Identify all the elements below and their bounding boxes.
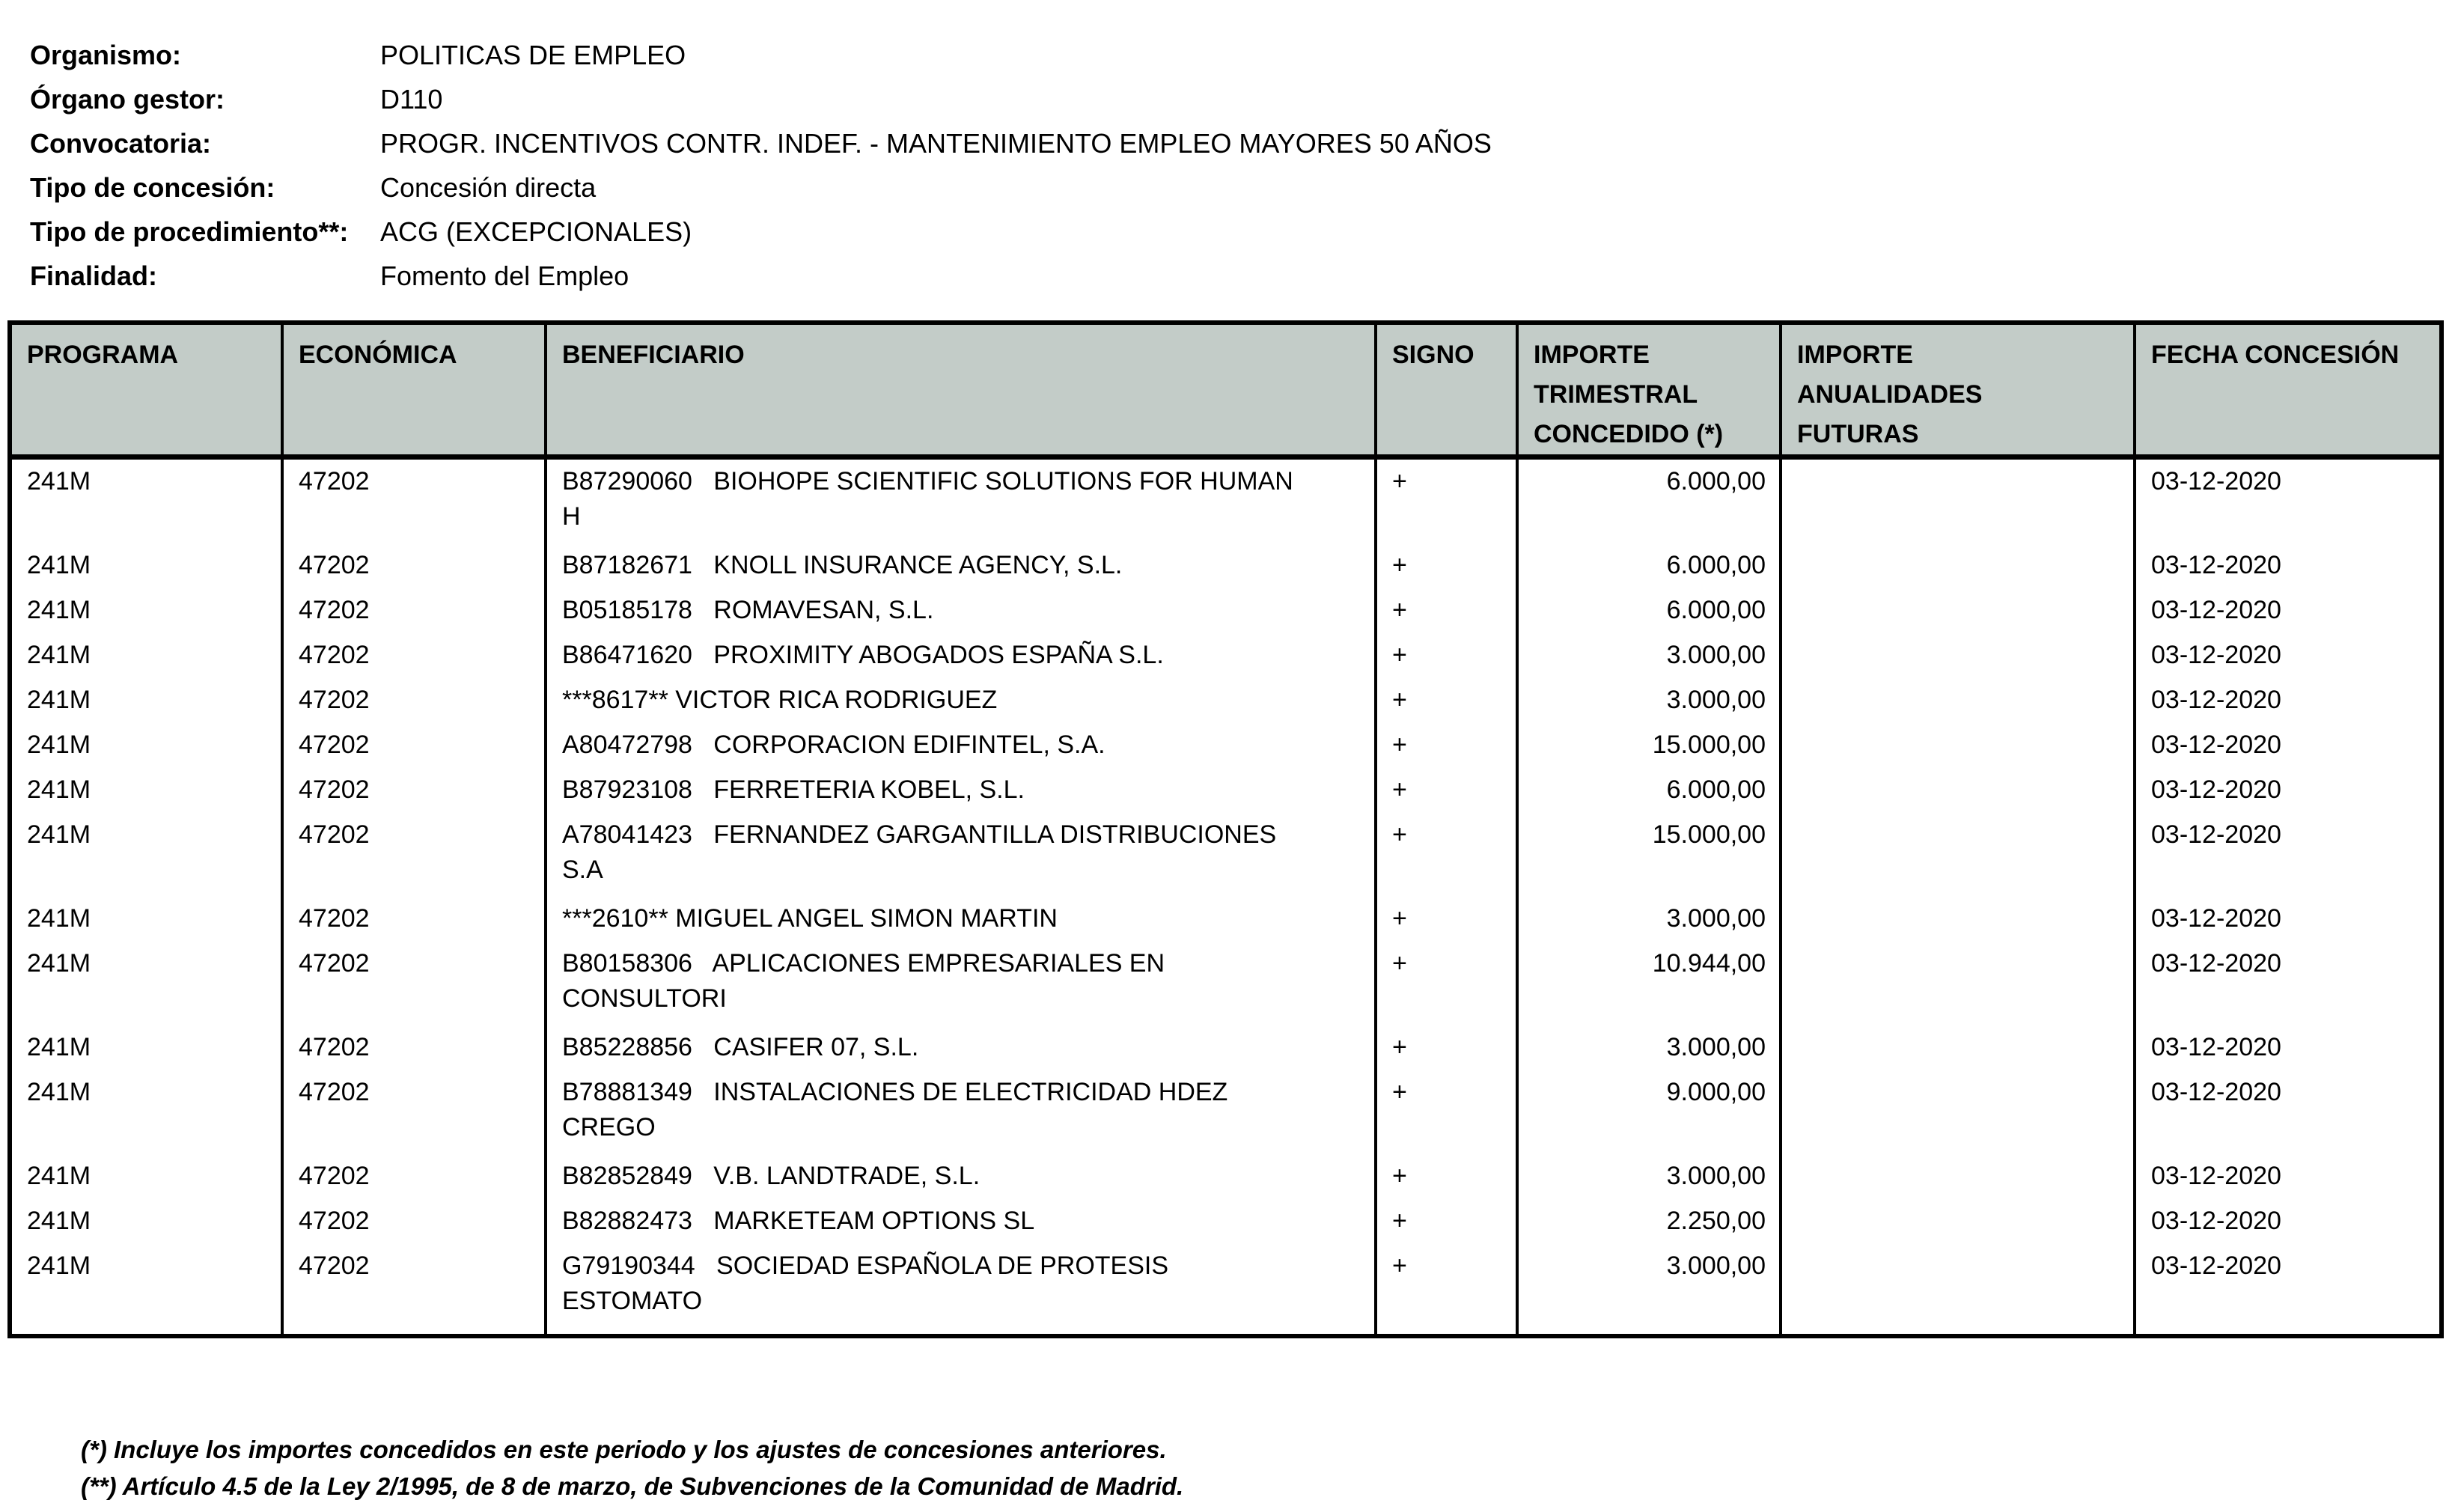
meta-field-row	[30, 254, 1492, 298]
meta-field-label: Tipo de procedimiento**:	[30, 216, 349, 247]
cell-programa: 241M	[12, 942, 284, 1025]
cell-programa: 241M	[12, 1199, 284, 1244]
filler-cell	[12, 1328, 284, 1334]
cell-programa: 241M	[12, 633, 284, 678]
cell-importe-trimestral: 3.000,00	[1519, 1244, 1782, 1328]
filler-cell	[284, 1328, 547, 1334]
cell-importe-anualidades	[1782, 1244, 2136, 1328]
cell-importe-anualidades	[1782, 897, 2136, 942]
footnote-double-asterisk: (**) Artículo 4.5 de la Ley 2/1995, de 8 de marzo, de Subvenciones de la Comunidad de Madrid.	[81, 1472, 1184, 1500]
meta-field-row	[30, 121, 1492, 165]
cell-beneficiario: B87182671 KNOLL INSURANCE AGENCY, S.L.	[547, 543, 1377, 588]
cell-beneficiario: A78041423 FERNANDEZ GARGANTILLA DISTRIBUCIONES S.A	[547, 813, 1377, 897]
cell-programa: 241M	[12, 1244, 284, 1328]
cell-beneficiario: A80472798 CORPORACION EDIFINTEL, S.A.	[547, 723, 1377, 768]
table-row	[12, 460, 2439, 543]
cell-beneficiario: B82852849 V.B. LANDTRADE, S.L.	[547, 1154, 1377, 1199]
cell-fecha-concesion: 03-12-2020	[2151, 641, 2281, 669]
cell-programa: 241M	[12, 460, 284, 543]
meta-field-label: Órgano gestor:	[30, 84, 225, 115]
column-header-importe-trimestral: IMPORTE TRIMESTRAL CONCEDIDO (*)	[1519, 325, 1782, 460]
cell-beneficiario: B87290060 BIOHOPE SCIENTIFIC SOLUTIONS FOR HUMAN H	[547, 460, 1377, 543]
footnote-asterisk: (*) Incluye los importes concedidos en este periodo y los ajustes de concesiones anteriores.	[81, 1436, 1167, 1463]
filler-cell	[1377, 1328, 1519, 1334]
cell-fecha-concesion: 03-12-2020	[2151, 467, 2281, 496]
cell-programa: 241M	[12, 588, 284, 633]
cell-economica: 47202	[284, 1154, 547, 1199]
cell-programa: 241M	[12, 723, 284, 768]
column-header-importe-anualidades: IMPORTE ANUALIDADES FUTURAS	[1782, 325, 2136, 460]
meta-field-label: Tipo de concesión:	[30, 172, 275, 203]
cell-programa: 241M	[12, 813, 284, 897]
cell-importe-anualidades	[1782, 813, 2136, 897]
cell-beneficiario: B80158306 APLICACIONES EMPRESARIALES EN CONSULTORI	[547, 942, 1377, 1025]
column-header-programa: PROGRAMA	[12, 325, 284, 460]
cell-programa: 241M	[12, 543, 284, 588]
cell-signo: +	[1377, 1199, 1519, 1244]
cell-importe-trimestral: 3.000,00	[1519, 1025, 1782, 1070]
cell-economica: 47202	[284, 813, 547, 897]
meta-field-value: D110	[380, 84, 443, 115]
cell-beneficiario: B78881349 INSTALACIONES DE ELECTRICIDAD HDEZ CREGO	[547, 1070, 1377, 1154]
cell-importe-trimestral: 6.000,00	[1519, 460, 1782, 543]
column-header-beneficiario: BENEFICIARIO	[547, 325, 1377, 460]
cell-importe-anualidades	[1782, 1025, 2136, 1070]
cell-fecha-concesion: 03-12-2020	[2151, 1252, 2281, 1280]
cell-programa: 241M	[12, 768, 284, 813]
cell-signo: +	[1377, 897, 1519, 942]
cell-importe-anualidades	[1782, 460, 2136, 543]
column-header-economica: ECONÓMICA	[284, 325, 547, 460]
cell-beneficiario: B85228856 CASIFER 07, S.L.	[547, 1025, 1377, 1070]
cell-importe-trimestral: 3.000,00	[1519, 678, 1782, 723]
cell-programa: 241M	[12, 897, 284, 942]
table-row	[12, 633, 2439, 678]
cell-signo: +	[1377, 723, 1519, 768]
table-row	[12, 813, 2439, 897]
cell-importe-trimestral: 6.000,00	[1519, 588, 1782, 633]
table-row	[12, 543, 2439, 588]
meta-field-label: Convocatoria:	[30, 128, 212, 159]
cell-signo: +	[1377, 1154, 1519, 1199]
cell-economica: 47202	[284, 1070, 547, 1154]
cell-signo: +	[1377, 1070, 1519, 1154]
cell-economica: 47202	[284, 723, 547, 768]
cell-economica: 47202	[284, 1199, 547, 1244]
table-row	[12, 588, 2439, 633]
cell-fecha-concesion: 03-12-2020	[2151, 686, 2281, 714]
column-header-signo: SIGNO	[1377, 325, 1519, 460]
cell-fecha-concesion: 03-12-2020	[2151, 949, 2281, 978]
cell-importe-trimestral: 10.944,00	[1519, 942, 1782, 1025]
meta-field-label: Organismo:	[30, 40, 182, 70]
cell-economica: 47202	[284, 678, 547, 723]
cell-importe-anualidades	[1782, 543, 2136, 588]
cell-importe-anualidades	[1782, 588, 2136, 633]
table-filler-row	[12, 1328, 2439, 1334]
table-row	[12, 678, 2439, 723]
cell-fecha-concesion: 03-12-2020	[2151, 775, 2281, 804]
table-header-row	[12, 325, 2439, 460]
cell-signo: +	[1377, 768, 1519, 813]
table-row	[12, 942, 2439, 1025]
table-row	[12, 1154, 2439, 1199]
meta-field-row	[30, 77, 1492, 121]
cell-fecha-concesion: 03-12-2020	[2151, 904, 2281, 933]
cell-importe-anualidades	[1782, 633, 2136, 678]
cell-importe-trimestral: 6.000,00	[1519, 768, 1782, 813]
cell-fecha-concesion: 03-12-2020	[2151, 1033, 2281, 1061]
table-row	[12, 768, 2439, 813]
cell-importe-anualidades	[1782, 768, 2136, 813]
cell-importe-trimestral: 3.000,00	[1519, 633, 1782, 678]
cell-importe-trimestral: 15.000,00	[1519, 813, 1782, 897]
cell-importe-trimestral: 9.000,00	[1519, 1070, 1782, 1154]
column-header-fecha-concesion: FECHA CONCESIÓN	[2136, 325, 2439, 460]
cell-programa: 241M	[12, 1070, 284, 1154]
meta-field-value: PROGR. INCENTIVOS CONTR. INDEF. - MANTENIMIENTO EMPLEO MAYORES 50 AÑOS	[380, 128, 1492, 159]
cell-economica: 47202	[284, 1244, 547, 1328]
cell-fecha-concesion: 03-12-2020	[2151, 1162, 2281, 1190]
grants-table	[7, 320, 2444, 1338]
meta-field-row	[30, 165, 1492, 210]
table-row	[12, 897, 2439, 942]
table-row	[12, 1070, 2439, 1154]
table-row	[12, 1244, 2439, 1328]
cell-signo: +	[1377, 1025, 1519, 1070]
footnotes-block	[81, 1431, 1183, 1505]
cell-importe-anualidades	[1782, 1070, 2136, 1154]
cell-importe-anualidades	[1782, 723, 2136, 768]
cell-beneficiario: B86471620 PROXIMITY ABOGADOS ESPAÑA S.L.	[547, 633, 1377, 678]
cell-signo: +	[1377, 942, 1519, 1025]
cell-fecha-concesion: 03-12-2020	[2151, 1078, 2281, 1106]
cell-signo: +	[1377, 460, 1519, 543]
cell-importe-anualidades	[1782, 1154, 2136, 1199]
filler-cell	[2136, 1328, 2439, 1334]
header-meta-block	[30, 33, 1492, 298]
cell-beneficiario: ***2610** MIGUEL ANGEL SIMON MARTIN	[547, 897, 1377, 942]
filler-cell	[1519, 1328, 1782, 1334]
cell-fecha-concesion: 03-12-2020	[2151, 1207, 2281, 1235]
meta-field-row	[30, 210, 1492, 254]
cell-importe-trimestral: 6.000,00	[1519, 543, 1782, 588]
cell-economica: 47202	[284, 1025, 547, 1070]
cell-economica: 47202	[284, 768, 547, 813]
cell-fecha-concesion: 03-12-2020	[2151, 551, 2281, 579]
cell-economica: 47202	[284, 543, 547, 588]
cell-fecha-concesion: 03-12-2020	[2151, 731, 2281, 759]
cell-importe-anualidades	[1782, 1199, 2136, 1244]
meta-field-value: Fomento del Empleo	[380, 260, 629, 291]
cell-signo: +	[1377, 543, 1519, 588]
cell-economica: 47202	[284, 942, 547, 1025]
cell-signo: +	[1377, 678, 1519, 723]
cell-fecha-concesion: 03-12-2020	[2151, 596, 2281, 624]
cell-beneficiario: ***8617** VICTOR RICA RODRIGUEZ	[547, 678, 1377, 723]
meta-field-value: ACG (EXCEPCIONALES)	[380, 216, 692, 247]
cell-beneficiario: G79190344 SOCIEDAD ESPAÑOLA DE PROTESIS ESTOMATO	[547, 1244, 1377, 1328]
cell-importe-trimestral: 15.000,00	[1519, 723, 1782, 768]
meta-field-value: POLITICAS DE EMPLEO	[380, 40, 686, 70]
cell-beneficiario: B05185178 ROMAVESAN, S.L.	[547, 588, 1377, 633]
meta-field-row	[30, 33, 1492, 77]
cell-signo: +	[1377, 633, 1519, 678]
cell-economica: 47202	[284, 588, 547, 633]
cell-fecha-concesion: 03-12-2020	[2151, 820, 2281, 849]
table-row	[12, 723, 2439, 768]
cell-economica: 47202	[284, 460, 547, 543]
cell-signo: +	[1377, 1244, 1519, 1328]
cell-beneficiario: B82882473 MARKETEAM OPTIONS SL	[547, 1199, 1377, 1244]
cell-programa: 241M	[12, 678, 284, 723]
cell-importe-anualidades	[1782, 678, 2136, 723]
cell-importe-trimestral: 3.000,00	[1519, 897, 1782, 942]
cell-signo: +	[1377, 588, 1519, 633]
cell-economica: 47202	[284, 633, 547, 678]
filler-cell	[1782, 1328, 2136, 1334]
cell-economica: 47202	[284, 897, 547, 942]
cell-importe-trimestral: 3.000,00	[1519, 1154, 1782, 1199]
cell-importe-trimestral: 2.250,00	[1519, 1199, 1782, 1244]
table-row	[12, 1025, 2439, 1070]
cell-programa: 241M	[12, 1025, 284, 1070]
cell-signo: +	[1377, 813, 1519, 897]
cell-programa: 241M	[12, 1154, 284, 1199]
filler-cell	[547, 1328, 1377, 1334]
table-row	[12, 1199, 2439, 1244]
cell-beneficiario: B87923108 FERRETERIA KOBEL, S.L.	[547, 768, 1377, 813]
meta-field-label: Finalidad:	[30, 260, 157, 291]
cell-importe-anualidades	[1782, 942, 2136, 1025]
meta-field-value: Concesión directa	[380, 172, 597, 203]
